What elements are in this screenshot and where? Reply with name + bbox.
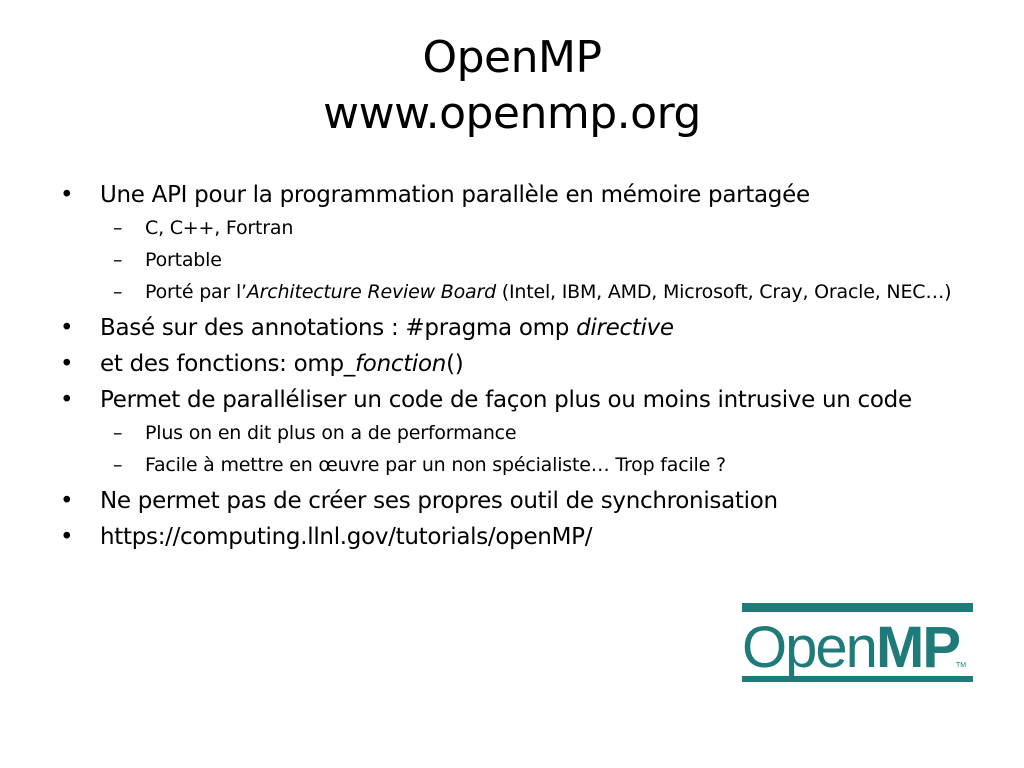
bullet-text: Permet de paralléliser un code de façon plus ou moins intrusive un code <box>100 387 912 413</box>
title-line-2: www.openmp.org <box>323 88 701 139</box>
openmp-logo <box>742 603 973 687</box>
sub-bullet-text-pre: Porté par l’ <box>145 281 247 303</box>
title-line-1: OpenMP <box>422 32 602 83</box>
bullet-icon: • <box>60 488 74 514</box>
sub-bullet-text-italic: Architecture Review Board <box>246 281 496 303</box>
bullet-icon: • <box>60 351 74 377</box>
bullet-icon: • <box>60 315 74 341</box>
bullet-text-pre: et des fonctions: omp_ <box>100 351 355 377</box>
bullet-item <box>58 180 978 210</box>
sub-bullet-item <box>58 248 978 273</box>
sub-bullet-text: Plus on en dit plus on a de performance <box>145 422 517 444</box>
logo-top-bar <box>742 603 973 612</box>
bullet-item <box>58 313 978 343</box>
bullet-text-pre: Basé sur des annotations : #pragma omp <box>100 315 577 341</box>
bullet-text: Une API pour la programmation parallèle en mémoire partagée <box>100 182 810 208</box>
bullet-group-api <box>58 180 978 305</box>
dash-icon: – <box>113 454 123 476</box>
sub-bullet-text: Facile à mettre en œuvre par un non spécialiste… Trop facile ? <box>145 454 726 476</box>
bullet-text-italic: directive <box>576 315 674 341</box>
sub-bullet-item <box>58 216 978 241</box>
sub-bullet-text: Portable <box>145 249 222 271</box>
bullet-item <box>58 486 978 516</box>
bullet-icon: • <box>60 182 74 208</box>
logo-text-mp: MP <box>876 615 959 680</box>
sub-bullet-item <box>58 280 978 305</box>
logo-trademark: TM <box>956 662 967 669</box>
bullet-item <box>58 385 978 415</box>
sub-bullet-item <box>58 421 978 446</box>
dash-icon: – <box>113 217 123 239</box>
sub-bullet-text: C, C++, Fortran <box>145 217 294 239</box>
dash-icon: – <box>113 281 123 303</box>
bullet-icon: • <box>60 524 74 550</box>
dash-icon: – <box>113 249 123 271</box>
bullet-list <box>58 180 978 558</box>
bullet-text-post: () <box>446 351 464 377</box>
bullet-text-italic: fonction <box>355 351 447 377</box>
tutorial-link[interactable]: https://computing.llnl.gov/tutorials/openMP/ <box>100 524 593 550</box>
slide-title <box>0 30 1024 142</box>
bullet-icon: • <box>60 387 74 413</box>
bullet-item-link[interactable] <box>58 522 978 552</box>
sub-bullet-text-post: (Intel, IBM, AMD, Microsoft, Cray, Oracle, NEC…) <box>495 281 952 303</box>
bullet-group-parallel <box>58 385 978 478</box>
sub-bullet-item <box>58 453 978 478</box>
logo-text-open: Open <box>742 615 876 680</box>
dash-icon: – <box>113 422 123 444</box>
bullet-item <box>58 349 978 379</box>
bullet-text: Ne permet pas de créer ses propres outil de synchronisation <box>100 488 778 514</box>
